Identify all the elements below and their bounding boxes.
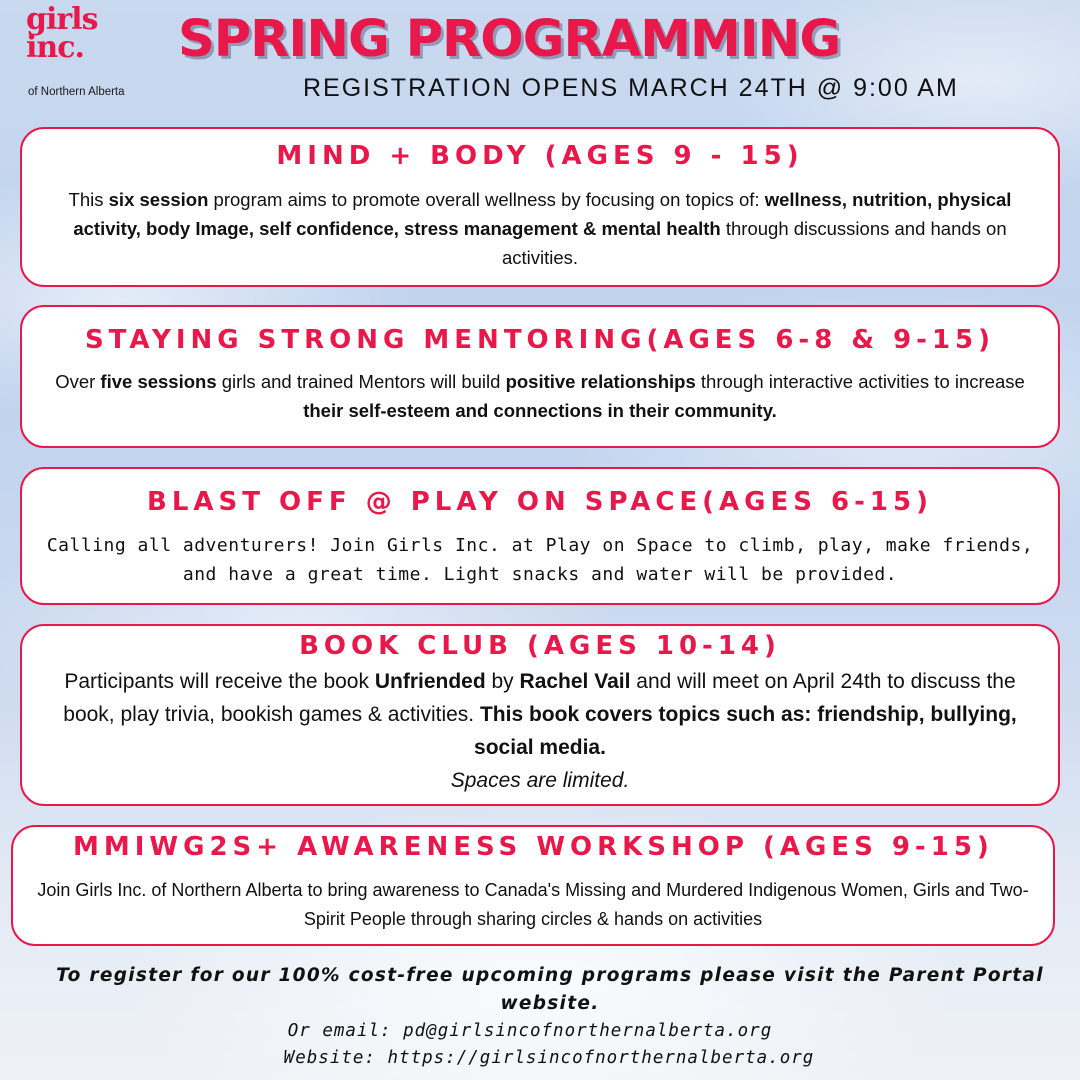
- text-segment: Join Girls Inc. of Northern Alberta to bring awareness to Canada's Missing and Murdered Indigenous Women, Girls and Two-Spirit People through sharing circles & hands on activities: [37, 880, 1029, 929]
- text-segment: Over: [55, 371, 101, 392]
- program-card-mind-body: [20, 127, 1060, 287]
- text-segment: Calling all adventurers! Join Girls Inc. at Play on Space to climb, play, make friends, and have a great time. Light snacks and water will be provided.: [46, 535, 1034, 585]
- bold-text: This book covers topics such as: friendship, bullying, social media.: [474, 703, 1017, 759]
- logo-word-girls: girls: [26, 2, 98, 37]
- program-title: BOOK CLUB (AGES 10-14): [299, 631, 781, 661]
- bold-text: Unfriended: [374, 670, 486, 693]
- bold-text: Rachel Vail: [519, 670, 631, 693]
- program-note: Spaces are limited.: [450, 769, 630, 792]
- program-description: [34, 185, 1046, 272]
- text-segment: girls and trained Mentors will build: [216, 371, 506, 392]
- text-segment: Participants will receive the book: [64, 670, 375, 693]
- registration-date: REGISTRATION OPENS MARCH 24TH @ 9:00 AM: [303, 74, 959, 102]
- program-description: [33, 876, 1033, 934]
- bold-text: six session: [108, 189, 209, 210]
- text-segment: This: [68, 189, 109, 210]
- contact-email[interactable]: Or email: pd@girlsincofnorthernalberta.org: [287, 1021, 773, 1041]
- program-card-book-club: [20, 624, 1060, 806]
- logo-word-inc: inc.: [26, 30, 84, 65]
- registration-info: To register for our 100% cost-free upcoming programs please visit the Parent Portal website.: [56, 965, 1044, 1014]
- program-description: [42, 367, 1038, 425]
- footer: [0, 962, 1080, 1072]
- program-description: [42, 665, 1038, 764]
- text-segment: program aims to promote overall wellness by focusing on topics of:: [208, 189, 765, 210]
- bold-text: five sessions: [100, 371, 217, 392]
- bold-text: positive relationships: [505, 371, 696, 392]
- contact-website[interactable]: Website: https://girlsincofnorthernalberta.org: [283, 1048, 815, 1068]
- text-segment: through interactive activities to increase: [695, 371, 1025, 392]
- bold-text: their self-esteem and connections in their community.: [303, 400, 777, 421]
- program-description: [28, 531, 1052, 589]
- logo: [26, 2, 156, 98]
- program-title: MIND + BODY (AGES 9 - 15): [276, 141, 804, 171]
- logo-tagline: of Northern Alberta: [28, 86, 125, 98]
- program-card-mmiwg2s-workshop: [11, 825, 1055, 946]
- text-segment: through discussions and hands on activities.: [501, 218, 1007, 268]
- program-card-blast-off: [20, 467, 1060, 605]
- page-title: SPRING PROGRAMMING: [178, 10, 841, 69]
- text-segment: by: [485, 670, 520, 693]
- program-title: STAYING STRONG MENTORING(AGES 6-8 & 9-15): [84, 325, 996, 355]
- program-title: BLAST OFF @ PLAY ON SPACE(AGES 6-15): [147, 487, 933, 517]
- bold-text: wellness, nutrition, physical activity, body Image, self confidence, stress management & mental health: [73, 189, 1012, 239]
- program-title: MMIWG2S+ AWARENESS WORKSHOP (AGES 9-15): [73, 832, 994, 862]
- program-card-staying-strong: [20, 305, 1060, 448]
- text-segment: and will meet on April 24th to discuss the book, play trivia, bookish games & activities.: [63, 670, 1016, 726]
